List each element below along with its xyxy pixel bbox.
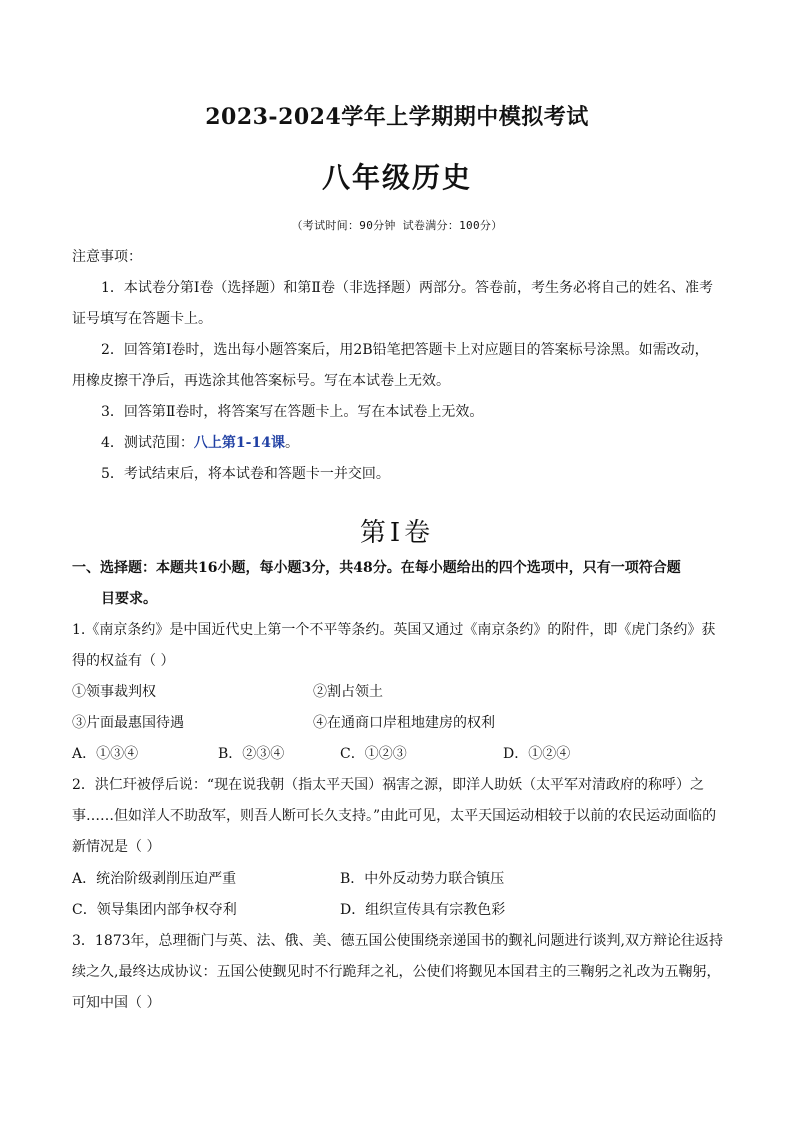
question-2-option-c: C．领导集团内部争权夺利	[72, 902, 237, 918]
question-1-item-1: ①领事裁判权	[72, 684, 156, 700]
note-2-line1: 2．回答第Ⅰ卷时，选出每小题答案后，用2B铅笔把答题卡上对应题目的答案标号涂黑。如需改动，	[101, 342, 709, 358]
exam-title: 2023-2024学年上学期期中模拟考试	[205, 104, 589, 130]
exam-subject: 八年级历史	[321, 161, 472, 194]
question-3-stem-line1: 3．1873年，总理衙门与英、法、俄、美、德五国公使围绕亲递国书的觐礼问题进行谈判,双方辩论往返持	[72, 933, 723, 949]
section-instruction-line2: 目要求。	[101, 591, 157, 607]
exam-meta: （考试时间：90分钟 试卷满分：100分）	[291, 219, 503, 232]
question-3-stem-line2: 续之久,最终达成协议：五国公使觐见时不行跪拜之礼，公使们将觐见本国君主的三鞠躬之礼改为五鞠躬，	[72, 964, 721, 980]
question-2-stem-line3: 新情况是（ ）	[72, 839, 161, 855]
question-1-item-2: ②割占领土	[313, 684, 383, 700]
note-1-line2: 证号填写在答题卡上。	[72, 311, 212, 327]
test-scope-value: 八上第1-14课	[193, 435, 285, 451]
section-title: 第Ⅰ卷	[359, 518, 435, 548]
note-4-suffix: 。	[284, 435, 299, 451]
question-1-item-4: ④在通商口岸租地建房的权利	[313, 715, 495, 731]
section-instruction-line1: 一、选择题：本题共16小题，每小题3分，共48分。在每小题给出的四个选项中，只有一项符合题	[72, 560, 681, 576]
question-1-option-d: D．①②④	[503, 746, 571, 762]
question-2-option-b: B．中外反动势力联合镇压	[340, 871, 505, 887]
question-1-stem-line2: 得的权益有（ ）	[72, 653, 175, 669]
question-1-option-a: A．①③④	[72, 746, 139, 762]
question-1-item-3: ③片面最惠国待遇	[72, 715, 184, 731]
note-4-prefix: 4．测试范围：	[101, 435, 194, 451]
question-3-stem-line3: 可知中国（ ）	[72, 995, 161, 1011]
question-2-stem-line2: 事……但如洋人不助敌军，则吾人断可长久支持。”由此可见，太平天国运动相较于以前的农民运动面临的	[72, 808, 717, 824]
note-5: 5．考试结束后，将本试卷和答题卡一并交回。	[101, 466, 390, 482]
note-3: 3．回答第Ⅱ卷时，将答案写在答题卡上。写在本试卷上无效。	[101, 404, 484, 420]
notes-heading: 注意事项：	[72, 249, 142, 265]
note-4	[101, 433, 299, 453]
question-1-stem-line1: 1.《南京条约》是中国近代史上第一个不平等条约。英国又通过《南京条约》的附件，即《虎门条约》获	[72, 622, 716, 638]
question-1-option-b: B．②③④	[218, 746, 285, 762]
note-1-line1: 1．本试卷分第Ⅰ卷（选择题）和第Ⅱ卷（非选择题）两部分。答卷前，考生务必将自己的姓名、准考	[101, 280, 713, 296]
question-2-option-d: D．组织宣传具有宗教色彩	[340, 902, 506, 918]
question-2-option-a: A．统治阶级剥削压迫严重	[72, 871, 237, 887]
question-2-stem-line1: 2．洪仁玕被俘后说：“现在说我朝（指太平天国）祸害之源，即洋人助妖（太平军对清政府的称呼）之	[72, 777, 705, 793]
question-1-option-c: C．①②③	[340, 746, 407, 762]
note-2-line2: 用橡皮擦干净后，再选涂其他答案标号。写在本试卷上无效。	[72, 373, 450, 389]
